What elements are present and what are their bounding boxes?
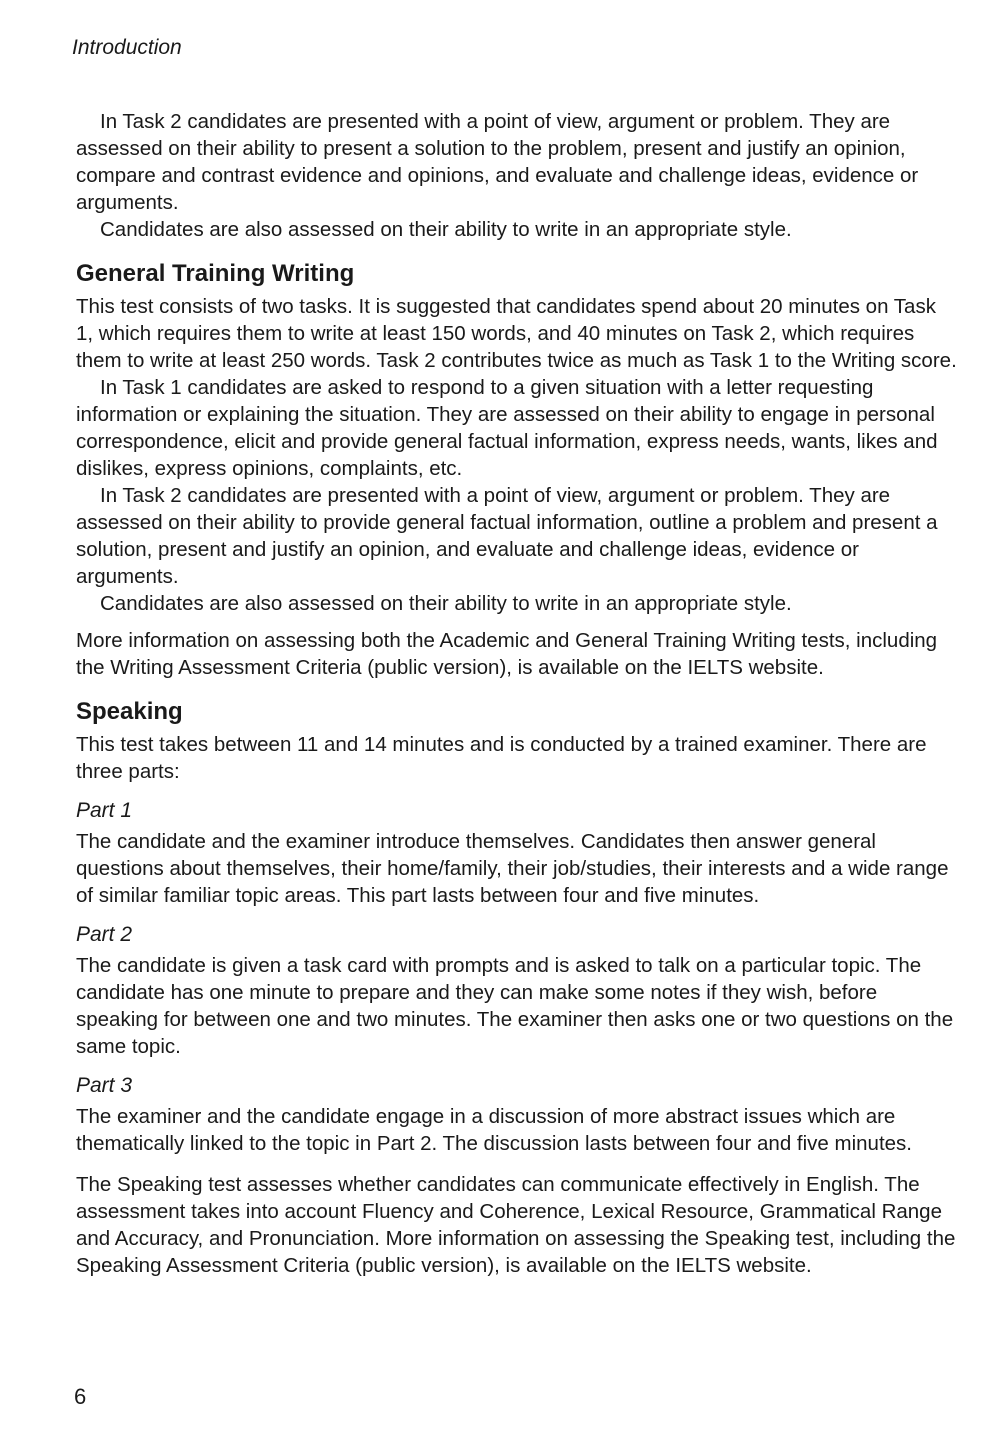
general-training-task2: In Task 2 candidates are presented with a point of view, argument or problem. They are assessed on their ability to provide general factual information, outline a problem and present a solution, present and justify an opinion, and evaluate and challenge ideas, evidence or arguments. [76,484,938,588]
part-3-text: The examiner and the candidate engage in a discussion of more abstract issues which are thematically linked to the topic in Part 2. The discussion lasts between four and five minutes. [76,1105,913,1155]
page-number: 6 [74,1384,87,1409]
general-training-task1: In Task 1 candidates are asked to respond to a given situation with a letter requesting information or explaining the situation. They are assessed on their ability to engage in personal correspondence, elicit and provide general factual information, express needs, wants, likes and dislikes, express opinions, complaints, etc. [76,376,938,480]
academic-task2-paragraph: In Task 2 candidates are presented with a point of view, argument or problem. They are assessed on their ability to present a solution to the problem, present and justify an opinion, compare and contrast evidence and opinions, and evaluate and challenge ideas, evidence or arguments. [76,110,919,214]
academic-style-paragraph: Candidates are also assessed on their ability to write in an appropriate style. [100,218,792,241]
page-content [76,108,958,1279]
part-1-title: Part 1 [76,799,133,822]
part-1-text: The candidate and the examiner introduce themselves. Candidates then answer general questions about themselves, their home/family, their job/studies, their interests and a wide range of similar familiar topic areas. This part lasts between four and five minutes. [76,830,949,907]
speaking-closing: The Speaking test assesses whether candidates can communicate effectively in English. The assessment takes into account Fluency and Coherence, Lexical Resource, Grammatical Range and Accuracy, and Pronunciation. More information on assessing the Speaking test, including the Speaking Assessment Criteria (public version), is available on the IELTS website. [76,1173,956,1277]
writing-more-info: More information on assessing both the Academic and General Training Writing tests, including the Writing Assessment Criteria (public version), is available on the IELTS website. [76,629,938,679]
general-training-heading: General Training Writing [76,260,355,287]
part-2-title: Part 2 [76,923,133,946]
speaking-intro: This test takes between 11 and 14 minutes and is conducted by a trained examiner. There are three parts: [76,733,927,783]
running-header: Introduction [72,36,182,59]
part-3-title: Part 3 [76,1074,133,1097]
general-training-style: Candidates are also assessed on their ability to write in an appropriate style. [100,592,792,615]
part-2-text: The candidate is given a task card with prompts and is asked to talk on a particular topic. The candidate has one minute to prepare and they can make some notes if they wish, before speaking for between one and two minutes. The examiner then asks one or two questions on the same topic. [76,954,954,1058]
general-training-overview: This test consists of two tasks. It is suggested that candidates spend about 20 minutes on Task 1, which requires them to write at least 150 words, and 40 minutes on Task 2, which requires them to write at least 250 words. Task 2 contributes twice as much as Task 1 to the Writing score. [76,295,957,372]
speaking-heading: Speaking [76,698,183,725]
